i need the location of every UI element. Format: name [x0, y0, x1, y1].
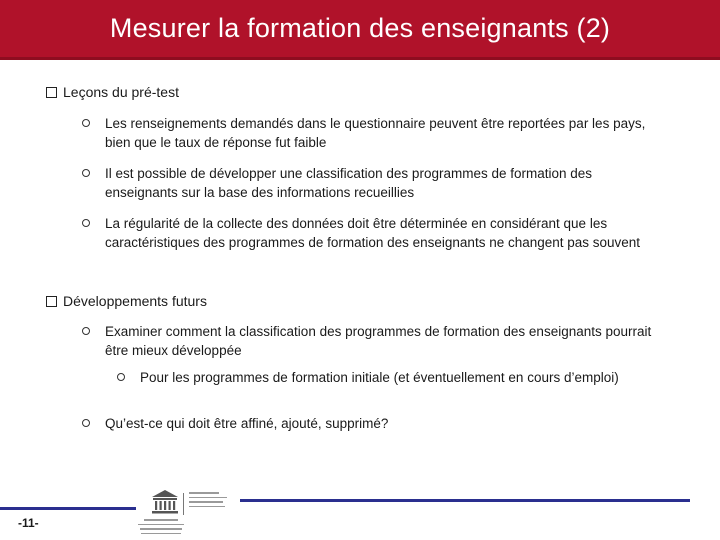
unesco-temple-logo: [137, 489, 237, 535]
circle-bullet-icon: [117, 373, 125, 381]
circle-bullet-icon: [82, 119, 90, 127]
section-label: Développements futurs: [63, 293, 207, 309]
list-item-text: Il est possible de développer une classification des programmes de formation des enseignants sur la base des informations recueillies: [105, 166, 593, 200]
list-item: [82, 322, 667, 360]
section-future-developments: [46, 293, 207, 309]
footer-rule-right: [240, 499, 690, 502]
list-item: [82, 214, 667, 252]
list-item: [82, 164, 667, 202]
unesco-wordmark: [137, 519, 185, 537]
page-number: -11-: [18, 516, 39, 530]
circle-bullet-icon: [82, 419, 90, 427]
list-item: [82, 114, 667, 152]
institute-wordmark: [189, 492, 229, 510]
list-item-text: Les renseignements demandés dans le questionnaire peuvent être reportées par les pays, bien que le taux de réponse fut faible: [105, 116, 646, 150]
list-item-text: Examiner comment la classification des programmes de formation des enseignants pourrait être mieux développée: [105, 324, 652, 358]
list-item: [117, 368, 637, 387]
list-item-text: La régularité de la collecte des données doit être déterminée en considérant que les caractéristiques des programmes de formation des enseignants ne changent pas souvent: [105, 216, 641, 250]
list-item-text: Qu’est-ce qui doit être affiné, ajouté, supprimé?: [105, 416, 389, 431]
circle-bullet-icon: [82, 327, 90, 335]
circle-bullet-icon: [82, 219, 90, 227]
list-item-text: Pour les programmes de formation initiale (et éventuellement en cours d’emploi): [140, 370, 619, 385]
checkbox-bullet-icon: [46, 296, 57, 307]
checkbox-bullet-icon: [46, 87, 57, 98]
section-pretest-lessons: [46, 84, 179, 100]
list-item: [82, 414, 667, 433]
section-label: Leçons du pré-test: [63, 84, 179, 100]
temple-icon: [150, 489, 180, 515]
footer-rule-left: [0, 507, 136, 510]
logo-divider: [183, 493, 184, 515]
circle-bullet-icon: [82, 169, 90, 177]
slide-title: Mesurer la formation des enseignants (2): [109, 13, 611, 43]
